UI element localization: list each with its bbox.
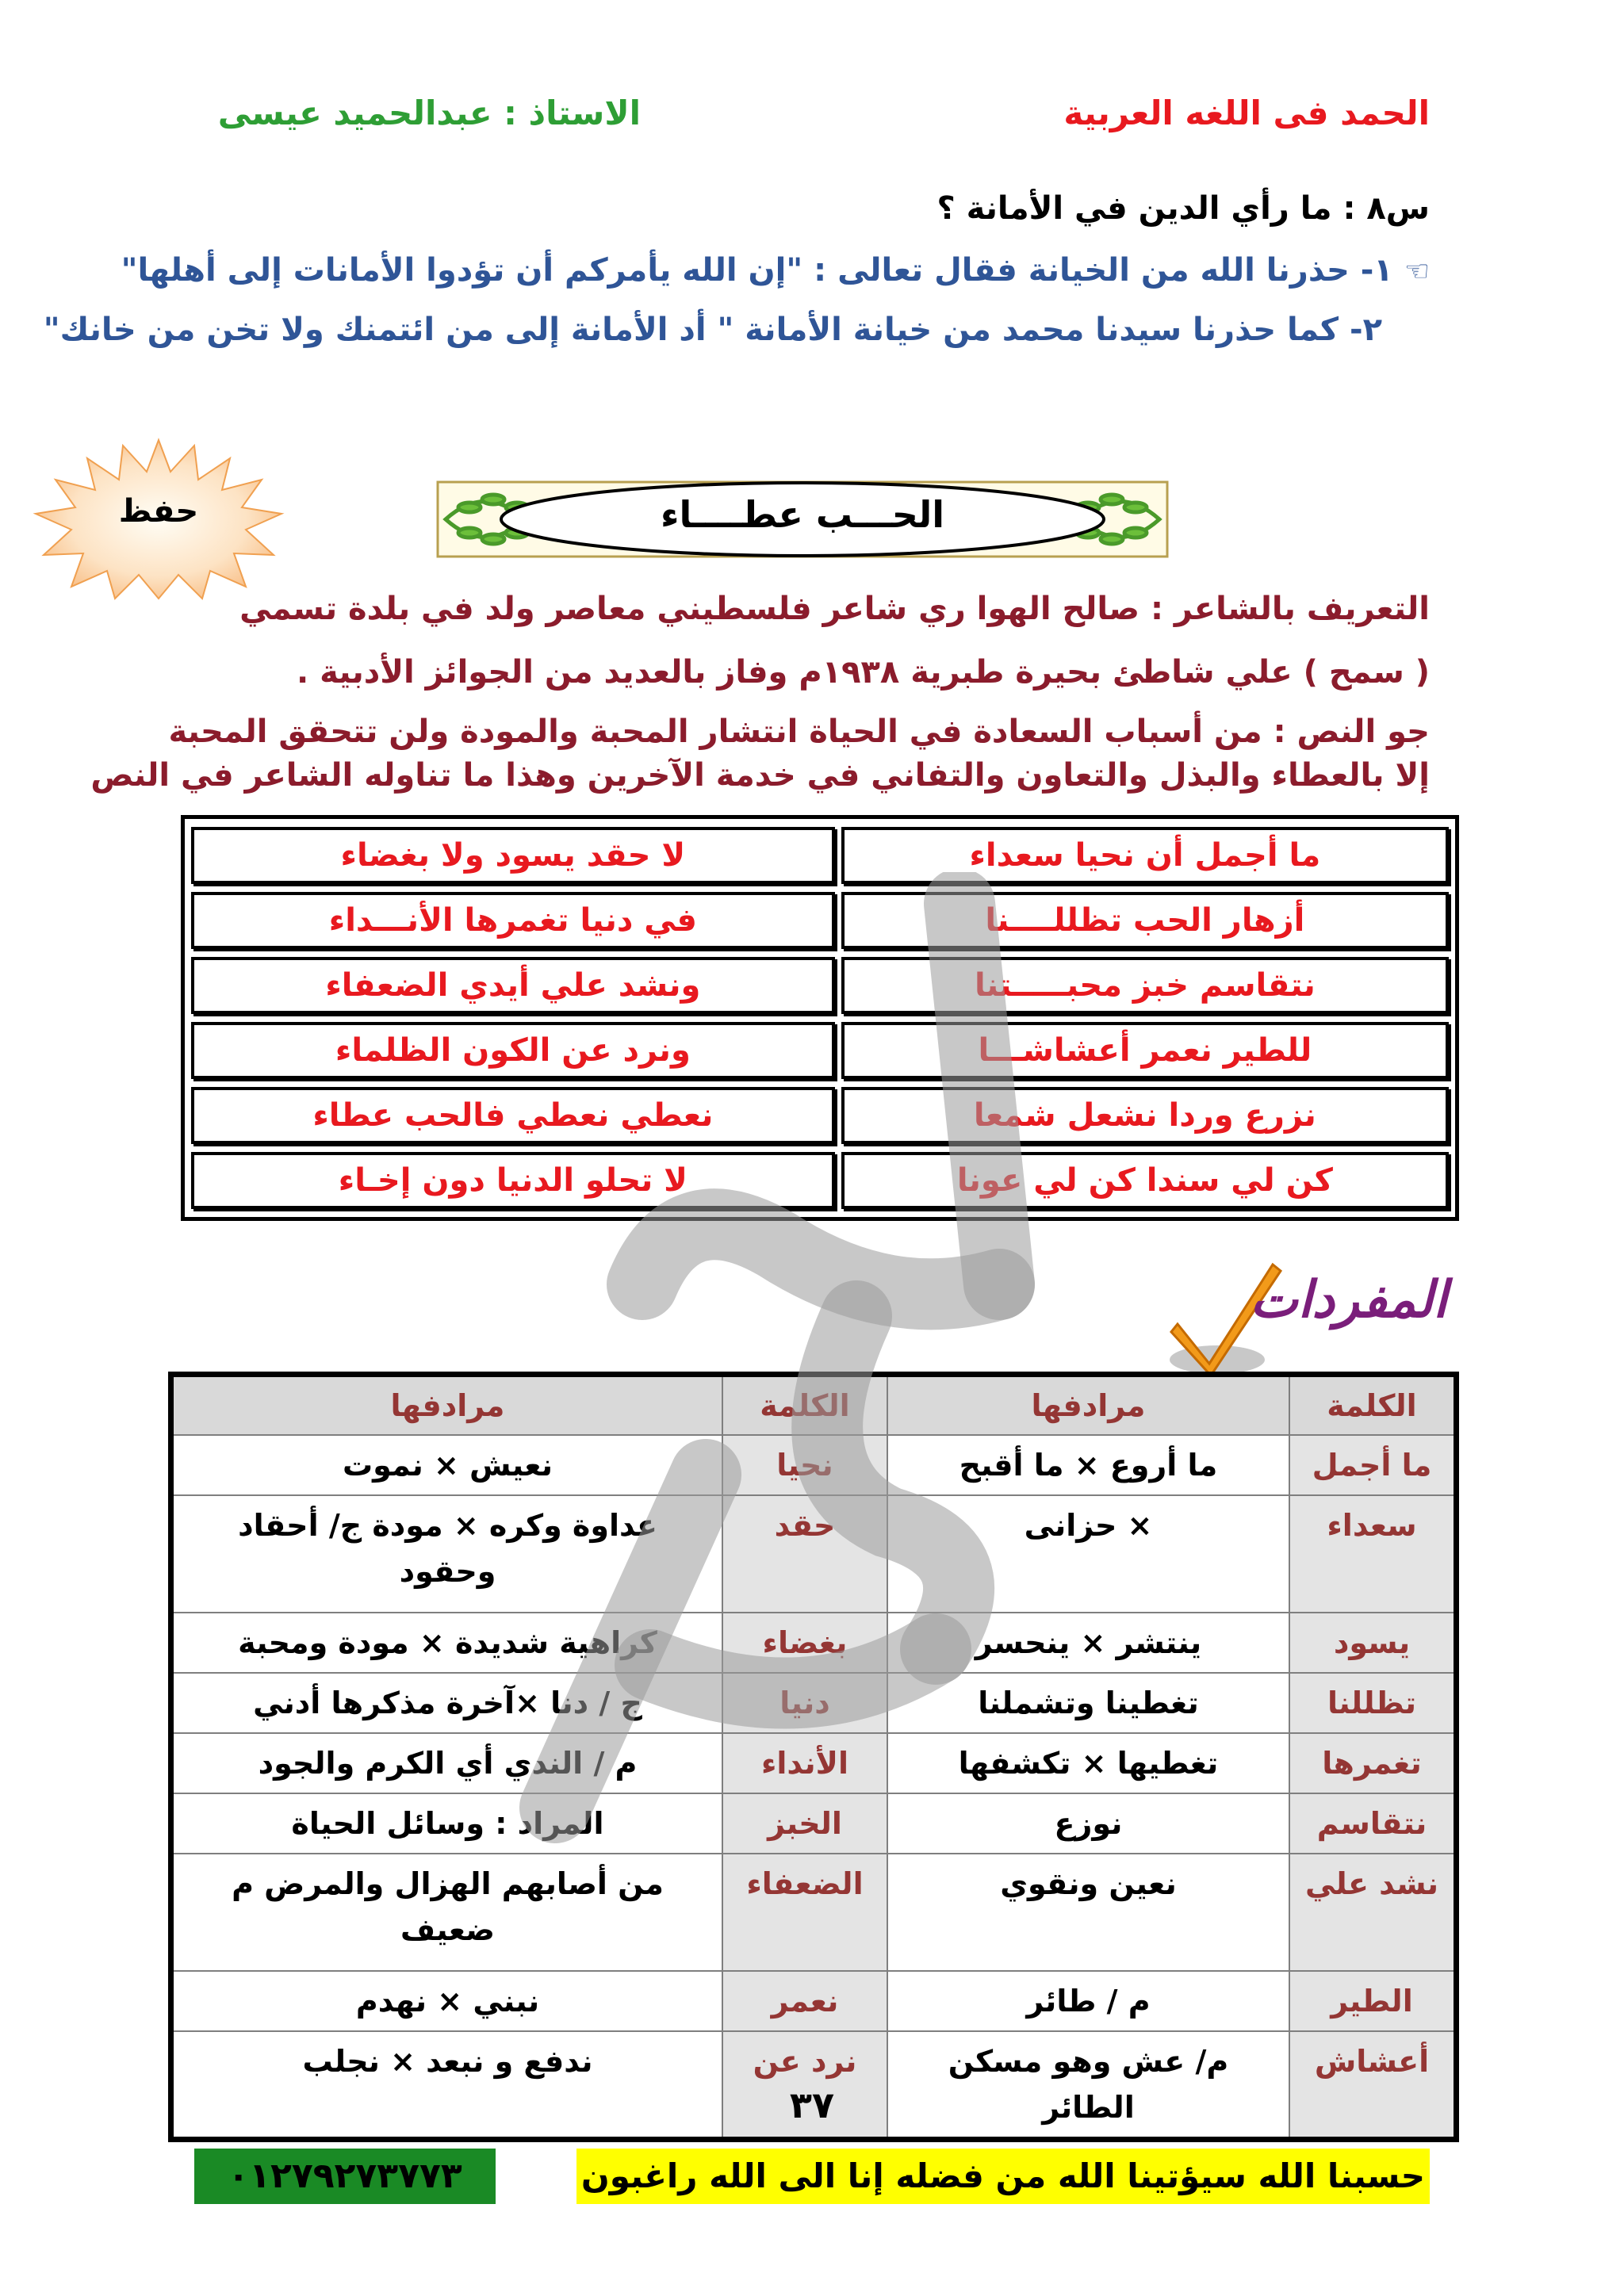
word: نرد عن xyxy=(722,2031,887,2140)
table-row xyxy=(171,1971,1457,2031)
col-word-2: الكلمة xyxy=(722,1375,887,1436)
pointing-hand-icon: ☜ xyxy=(1404,255,1430,288)
memorize-badge xyxy=(32,436,285,603)
lesson-title: الحـــب عطــــاء xyxy=(661,493,944,536)
verse-first-half: ما أجمل أن نحيا سعداء xyxy=(841,827,1449,884)
verse-second-half: نعطي نعطي فالحب عطاء xyxy=(191,1087,835,1144)
table-row xyxy=(171,1613,1457,1673)
meaning: نبني × نهدم xyxy=(171,1971,722,2031)
verse-second-half: في دنيا تغمرها الأنـــداء xyxy=(191,892,835,949)
text-atmosphere-line-2: إلا بالعطاء والبذل والتعاون والتفاني في خدمة الآخرين وهذا ما تناوله الشاعر في النص xyxy=(90,757,1430,794)
meaning: م / طائر xyxy=(887,1971,1289,2031)
meaning: نعيش × نموت xyxy=(171,1435,722,1495)
verse-first-half: نتقاسم خبز محبـــــتنا xyxy=(841,957,1449,1014)
word: ما أجمل xyxy=(1289,1435,1457,1495)
answer-2: ٢- كما حذرنا سيدنا محمد من خيانة الأمانة " أد الأمانة إلى من ائتمنك ولا تخن من خانك" xyxy=(43,312,1382,348)
word: الضعفاء xyxy=(722,1854,887,1971)
meaning: نعين ونقوي xyxy=(887,1854,1289,1971)
poem-table xyxy=(181,815,1459,1221)
word: بغضاء xyxy=(722,1613,887,1673)
word: حقد xyxy=(722,1495,887,1613)
word: يسود xyxy=(1289,1613,1457,1673)
meaning: المراد : وسائل الحياة xyxy=(171,1793,722,1854)
meaning: م/ عش وهو مسكن الطائر xyxy=(887,2031,1289,2140)
meaning: ينتشر × ينحسر xyxy=(887,1613,1289,1673)
subject-title: الحمد فى اللغه العربية xyxy=(1063,94,1430,132)
meaning: تغطيها × تكشفها xyxy=(887,1733,1289,1793)
poem-verse xyxy=(191,827,1449,884)
meaning: ما أروع × ما أقبح xyxy=(887,1435,1289,1495)
teacher-name: الاستاذ : عبدالحميد عيسى xyxy=(217,94,641,132)
verse-first-half: أزهار الحب تظللــــنا xyxy=(841,892,1449,949)
meaning: عداوة وكره × مودة ج/ أحقاد وحقود xyxy=(171,1495,722,1613)
word: نعمر xyxy=(722,1971,887,2031)
poem-verse xyxy=(191,892,1449,949)
verse-first-half: كن لي سندا كن لي عونا xyxy=(841,1152,1449,1209)
meaning: م / الندي أي الكرم والجود xyxy=(171,1733,722,1793)
word: دنيا xyxy=(722,1673,887,1733)
vocab-header-row xyxy=(171,1375,1457,1436)
page-number: ٣٧ xyxy=(789,2084,835,2126)
word: تظللنا xyxy=(1289,1673,1457,1733)
poem-verse xyxy=(191,1022,1449,1079)
meaning: من أصابهم الهزال والمرض م ضعيف xyxy=(171,1854,722,1971)
verse-second-half: ونرد عن الكون الظلماء xyxy=(191,1022,835,1079)
footer-dua: حسبنا الله سيؤتينا الله من فضله إنا الى الله راغبون xyxy=(576,2149,1430,2204)
vocabulary-heading-text: المفردات xyxy=(1250,1271,1447,1330)
meaning: تغطينا وتشملنا xyxy=(887,1673,1289,1733)
table-row xyxy=(171,1673,1457,1733)
word: تغمرها xyxy=(1289,1733,1457,1793)
meaning: ج / دنا ×آخرة مذكرها أدني xyxy=(171,1673,722,1733)
answer-1 xyxy=(121,252,1430,289)
table-row xyxy=(171,1793,1457,1854)
meaning: نوزع xyxy=(887,1793,1289,1854)
col-meaning-2: مرادفها xyxy=(171,1375,722,1436)
word: نحيا xyxy=(722,1435,887,1495)
verse-second-half: لا تحلو الدنيا دون إخـاء xyxy=(191,1152,835,1209)
col-word-1: الكلمة xyxy=(1289,1375,1457,1436)
table-row xyxy=(171,1495,1457,1613)
meaning: كراهية شديدة × مودة ومحبة xyxy=(171,1613,722,1673)
meaning: × حزانى xyxy=(887,1495,1289,1613)
table-row xyxy=(171,1733,1457,1793)
word: الخبز xyxy=(722,1793,887,1854)
vocabulary-heading xyxy=(1154,1249,1455,1383)
poem-verse xyxy=(191,1087,1449,1144)
verse-first-half: نزرع وردا نشعل شمعا xyxy=(841,1087,1449,1144)
poet-intro-line-2: ( سمح ) علي شاطئ بحيرة طبرية ١٩٣٨م وفاز بالعديد من الجوائز الأدبية . xyxy=(296,654,1430,691)
answer-1-text: ١- حذرنا الله من الخيانة فقال تعالى : "إن الله يأمركم أن تؤدوا الأمانات إلى أهلها" xyxy=(121,252,1393,289)
meaning: ندفع و نبعد × نجلب xyxy=(171,2031,722,2140)
word: الأنداء xyxy=(722,1733,887,1793)
poem-verse xyxy=(191,957,1449,1014)
question-8: س٨ : ما رأي الدين في الأمانة ؟ xyxy=(936,190,1430,227)
memorize-label: حفظ xyxy=(118,493,199,530)
table-row xyxy=(171,1854,1457,1971)
col-meaning-1: مرادفها xyxy=(887,1375,1289,1436)
verse-first-half: للطير نعمر أعشاشـــا xyxy=(841,1022,1449,1079)
lesson-title-frame xyxy=(422,476,1183,563)
vocabulary-table xyxy=(168,1372,1459,2142)
word: أعشاش xyxy=(1289,2031,1457,2140)
word: نشد علي xyxy=(1289,1854,1457,1971)
word: سعداء xyxy=(1289,1495,1457,1613)
word: الطير xyxy=(1289,1971,1457,2031)
verse-second-half: لا حقد يسود ولا بغضاء xyxy=(191,827,835,884)
poem-verse xyxy=(191,1152,1449,1209)
verse-second-half: ونشد علي أيدي الضعفاء xyxy=(191,957,835,1014)
poet-intro-line-1: التعريف بالشاعر : صالح الهوا ري شاعر فلسطيني معاصر ولد في بلدة تسمي xyxy=(239,591,1430,627)
table-row xyxy=(171,1435,1457,1495)
text-atmosphere-line-1: جو النص : من أسباب السعادة في الحياة انتشار المحبة والمودة ولن تتحقق المحبة xyxy=(168,714,1430,750)
word: نتقاسم xyxy=(1289,1793,1457,1854)
phone-number: ٠١٢٧٩٢٧٣٧٧٣ xyxy=(194,2149,496,2204)
